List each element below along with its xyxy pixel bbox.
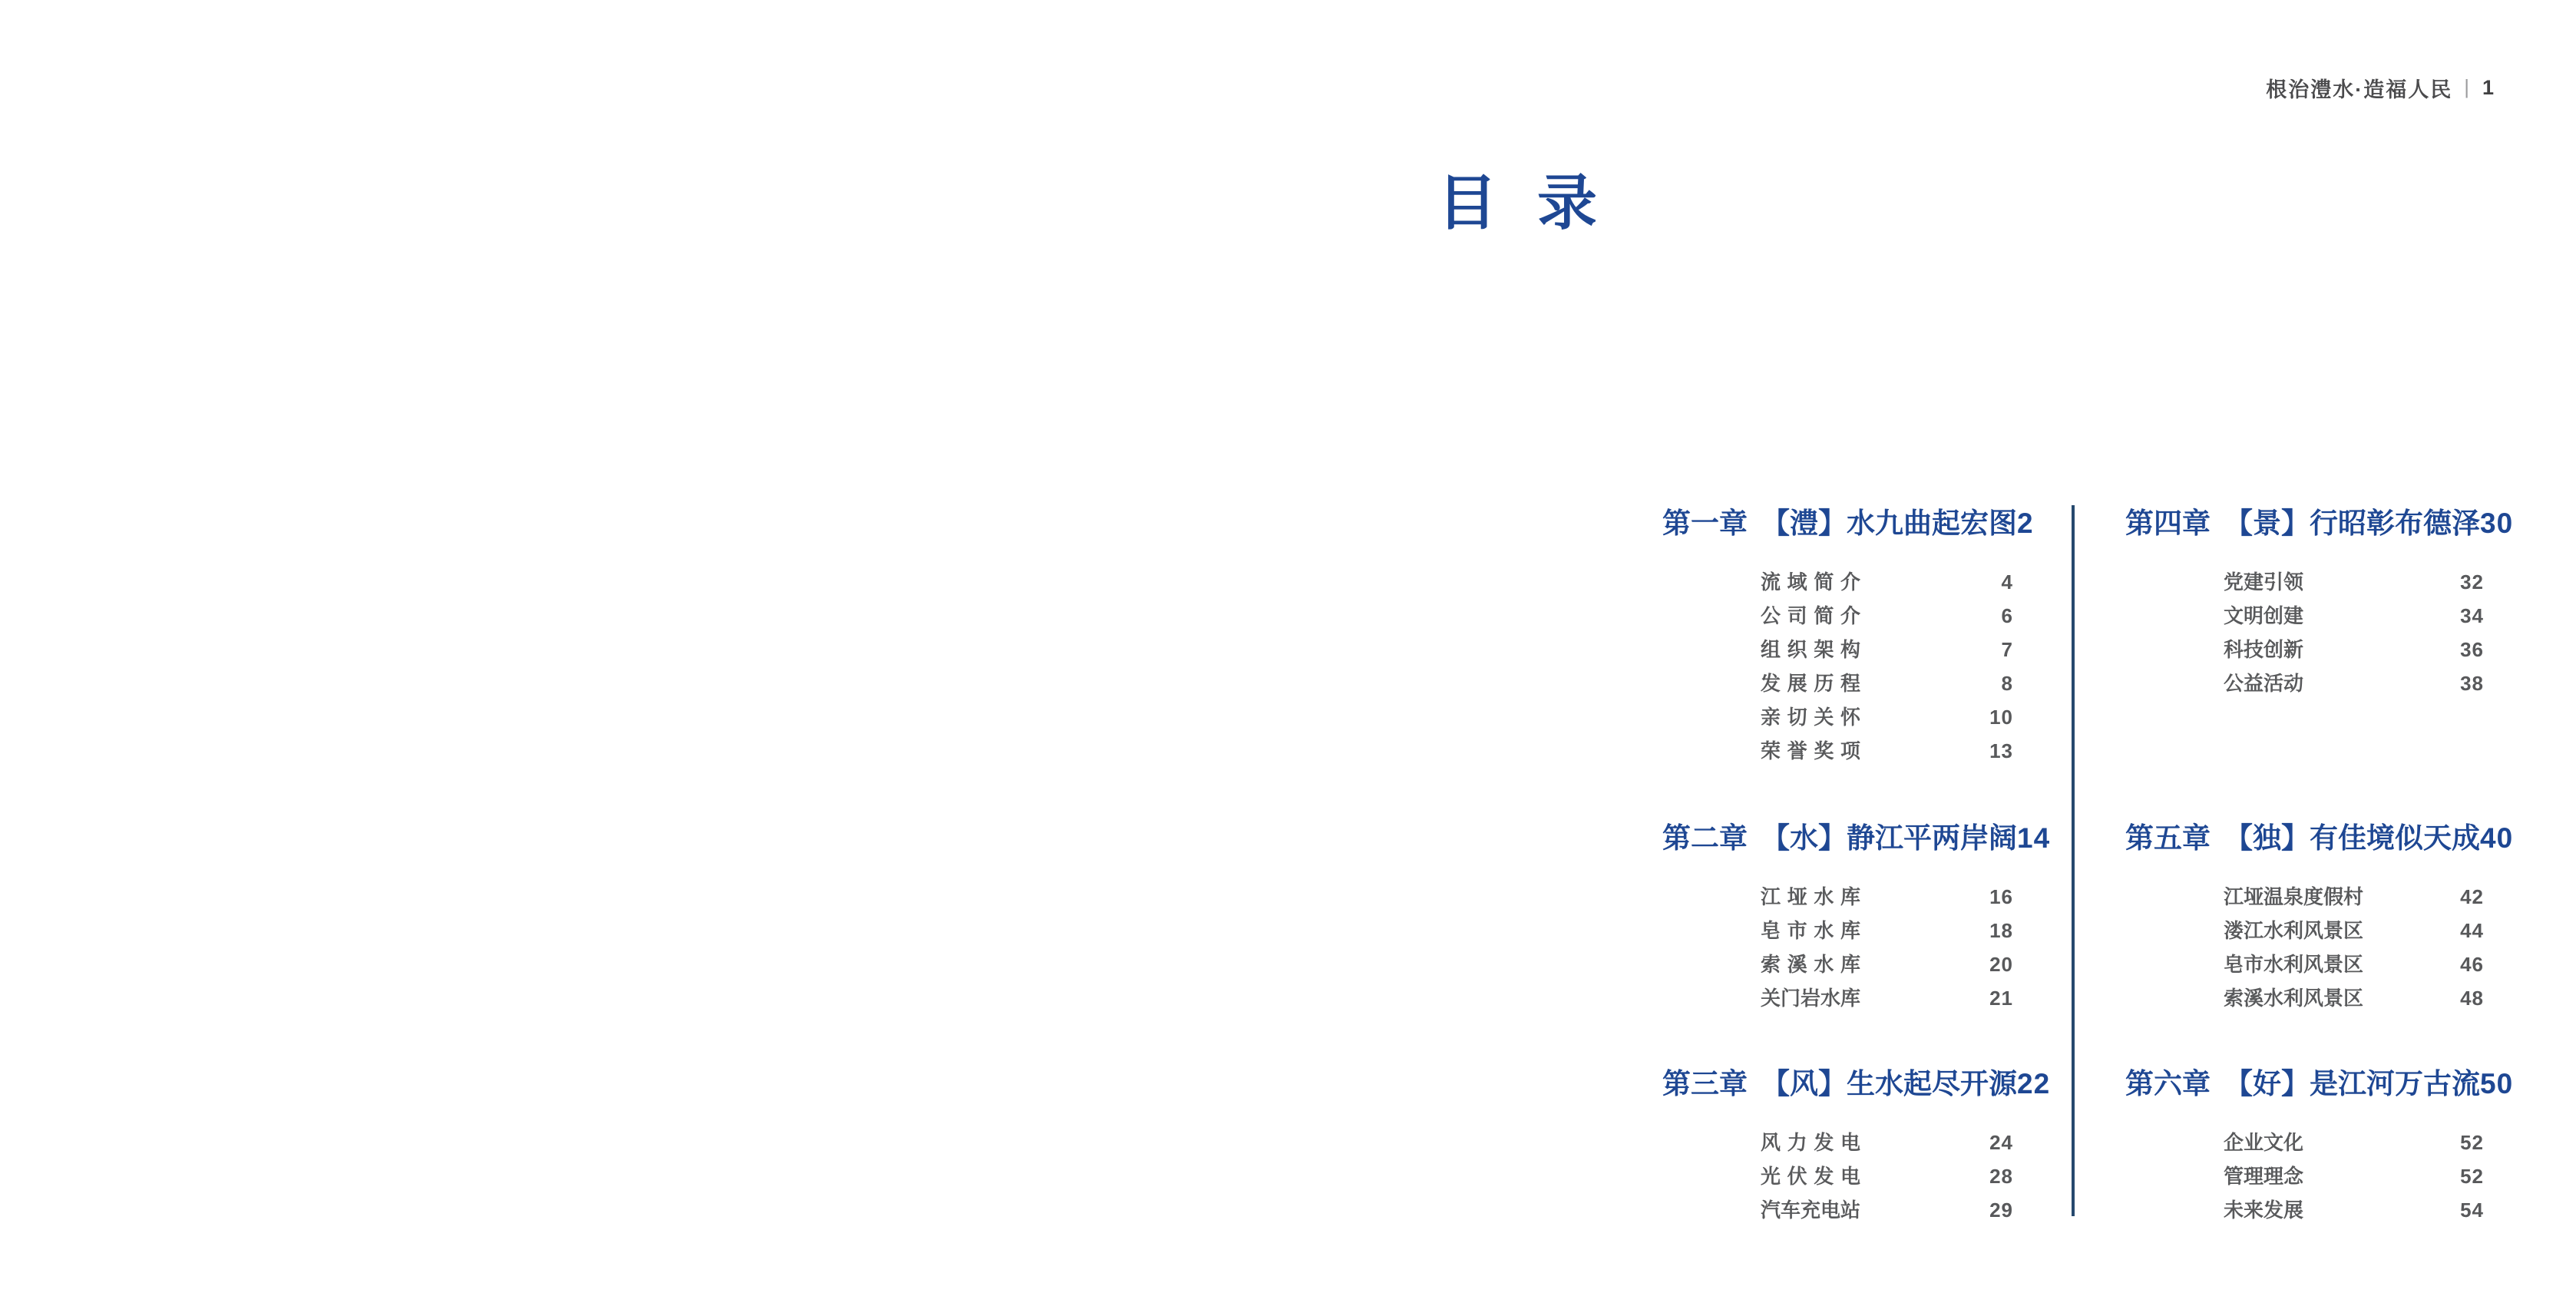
chapter-title: 【水】静江平两岸阔	[1761, 822, 2017, 854]
toc-entry	[1761, 914, 2013, 947]
toc-entry-label: 溇江水利风景区	[2224, 919, 2364, 942]
toc-chapter	[1662, 1067, 2051, 1227]
toc-entry	[1761, 947, 2013, 981]
toc-entry-page-number: 7	[2001, 638, 2013, 661]
toc-entry	[2224, 914, 2484, 947]
page-title-char-2: 录	[1537, 169, 1598, 236]
toc-entry	[2224, 947, 2484, 981]
toc-entry	[2224, 1159, 2484, 1193]
toc-entry-label: 文明创建	[2224, 604, 2304, 627]
toc-entry-page-number: 54	[2460, 1199, 2484, 1222]
toc-entry-page-number: 46	[2460, 953, 2484, 976]
toc-entry-label: 索溪水利风景区	[2224, 987, 2364, 1010]
toc-entry	[1761, 880, 2013, 914]
page-title-char-1: 目	[1437, 169, 1498, 236]
chapter-heading	[1662, 1067, 2051, 1101]
chapter-title: 【澧】水九曲起宏图	[1761, 508, 2017, 539]
toc-entry-label: 企业文化	[2224, 1131, 2304, 1154]
toc-entry-page-number: 42	[2460, 885, 2484, 908]
toc-entry-page-number: 28	[1989, 1165, 2013, 1188]
toc-entry-page-number: 36	[2460, 638, 2484, 661]
running-header	[2266, 73, 2494, 103]
chapter-item-list	[2125, 1126, 2484, 1227]
toc-chapter	[1662, 822, 2051, 1015]
chapter-title: 【独】有佳境似天成	[2224, 822, 2480, 854]
toc-entry-label: 未来发展	[2224, 1199, 2304, 1222]
header-slogan: 根治澧水·造福人民	[2266, 78, 2453, 101]
page-title	[1437, 169, 1598, 236]
toc-entry	[2224, 1126, 2484, 1159]
toc-entry	[2224, 1193, 2484, 1227]
chapter-page-number: 30	[2480, 508, 2514, 539]
toc-entry-page-number: 24	[1989, 1131, 2013, 1154]
toc-entry-page-number: 44	[2460, 919, 2484, 942]
chapter-item-list	[1662, 565, 2013, 768]
toc-entry-page-number: 4	[2001, 570, 2013, 593]
toc-entry	[1761, 599, 2013, 633]
toc-entry-label: 光伏发电	[1761, 1165, 1860, 1188]
chapter-heading	[2125, 1067, 2514, 1101]
chapter-page-number: 14	[2017, 822, 2051, 854]
chapter-number-label: 第四章	[2125, 508, 2211, 539]
chapter-heading	[2125, 507, 2514, 541]
chapter-page-number: 50	[2480, 1068, 2514, 1099]
chapter-item-list	[2125, 880, 2484, 1015]
toc-entry-page-number: 13	[1989, 739, 2013, 762]
toc-entry	[1761, 565, 2013, 599]
chapter-number-label: 第六章	[2125, 1068, 2211, 1099]
chapter-heading	[2125, 822, 2514, 855]
chapter-title: 【风】生水起尽开源	[1761, 1068, 2017, 1099]
toc-entry-label: 流域简介	[1761, 570, 1860, 593]
toc-entry-label: 关门岩水库	[1761, 987, 1861, 1010]
toc-entry	[2224, 666, 2484, 700]
toc-entry	[1761, 1126, 2013, 1159]
toc-entry-page-number: 32	[2460, 570, 2484, 593]
toc-entry-label: 江垭温泉度假村	[2224, 885, 2364, 908]
chapter-title: 【好】是江河万古流	[2224, 1068, 2480, 1099]
toc-entry	[2224, 599, 2484, 633]
toc-entry-page-number: 18	[1989, 919, 2013, 942]
toc-entry-label: 公司简介	[1761, 604, 1860, 627]
chapter-number-label: 第二章	[1662, 822, 1748, 854]
chapter-number-label: 第三章	[1662, 1068, 1748, 1099]
chapter-page-number: 22	[2017, 1068, 2051, 1099]
toc-entry	[1761, 666, 2013, 700]
toc-entry-label: 党建引领	[2224, 570, 2304, 593]
toc-entry	[1761, 1193, 2013, 1227]
toc-entry-page-number: 34	[2460, 604, 2484, 627]
toc-entry-label: 索溪水库	[1761, 953, 1860, 976]
toc-entry	[1761, 1159, 2013, 1193]
toc-entry-label: 汽车充电站	[1761, 1199, 1861, 1222]
header-page-number: 1	[2482, 76, 2494, 99]
toc-entry-label: 风力发电	[1761, 1131, 1860, 1154]
toc-chapter	[2125, 822, 2514, 1015]
toc-entry-label: 科技创新	[2224, 638, 2304, 661]
chapter-title: 【景】行昭彰布德泽	[2224, 508, 2480, 539]
chapter-heading	[1662, 822, 2051, 855]
header-separator: |	[2464, 75, 2471, 98]
column-divider	[2072, 505, 2075, 1216]
toc-entry	[2224, 565, 2484, 599]
chapter-item-list	[1662, 880, 2013, 1015]
chapter-item-list	[2125, 565, 2484, 700]
toc-entry-label: 发展历程	[1761, 672, 1860, 695]
toc-entry-page-number: 52	[2460, 1165, 2484, 1188]
toc-entry-label: 皂市水库	[1761, 919, 1860, 942]
chapter-item-list	[1662, 1126, 2013, 1227]
toc-chapter	[2125, 507, 2514, 700]
toc-entry	[2224, 880, 2484, 914]
toc-entry	[2224, 633, 2484, 666]
chapter-number-label: 第一章	[1662, 508, 1748, 539]
toc-entry-label: 公益活动	[2224, 672, 2304, 695]
toc-entry-label: 荣誉奖项	[1761, 739, 1860, 762]
toc-entry-page-number: 29	[1989, 1199, 2013, 1222]
toc-entry-page-number: 21	[1989, 987, 2013, 1010]
toc-entry	[1761, 734, 2013, 768]
toc-entry-page-number: 20	[1989, 953, 2013, 976]
chapter-page-number: 2	[2017, 508, 2034, 539]
toc-entry-label: 管理理念	[2224, 1165, 2304, 1188]
toc-entry-label: 江垭水库	[1761, 885, 1860, 908]
chapter-heading	[1662, 507, 2034, 541]
toc-entry-page-number: 38	[2460, 672, 2484, 695]
toc-entry	[1761, 633, 2013, 666]
toc-entry	[1761, 700, 2013, 734]
chapter-number-label: 第五章	[2125, 822, 2211, 854]
toc-entry-page-number: 16	[1989, 885, 2013, 908]
toc-entry-page-number: 6	[2001, 604, 2013, 627]
toc-entry-label: 亲切关怀	[1761, 706, 1860, 729]
toc-entry	[2224, 981, 2484, 1015]
toc-chapter	[1662, 507, 2034, 768]
toc-entry-page-number: 48	[2460, 987, 2484, 1010]
toc-entry-page-number: 10	[1989, 706, 2013, 729]
toc-chapter	[2125, 1067, 2514, 1227]
toc-entry-label: 皂市水利风景区	[2224, 953, 2364, 976]
toc-entry-page-number: 52	[2460, 1131, 2484, 1154]
chapter-page-number: 40	[2480, 822, 2514, 854]
toc-entry	[1761, 981, 2013, 1015]
toc-entry-label: 组织架构	[1761, 638, 1860, 661]
toc-entry-page-number: 8	[2001, 672, 2013, 695]
